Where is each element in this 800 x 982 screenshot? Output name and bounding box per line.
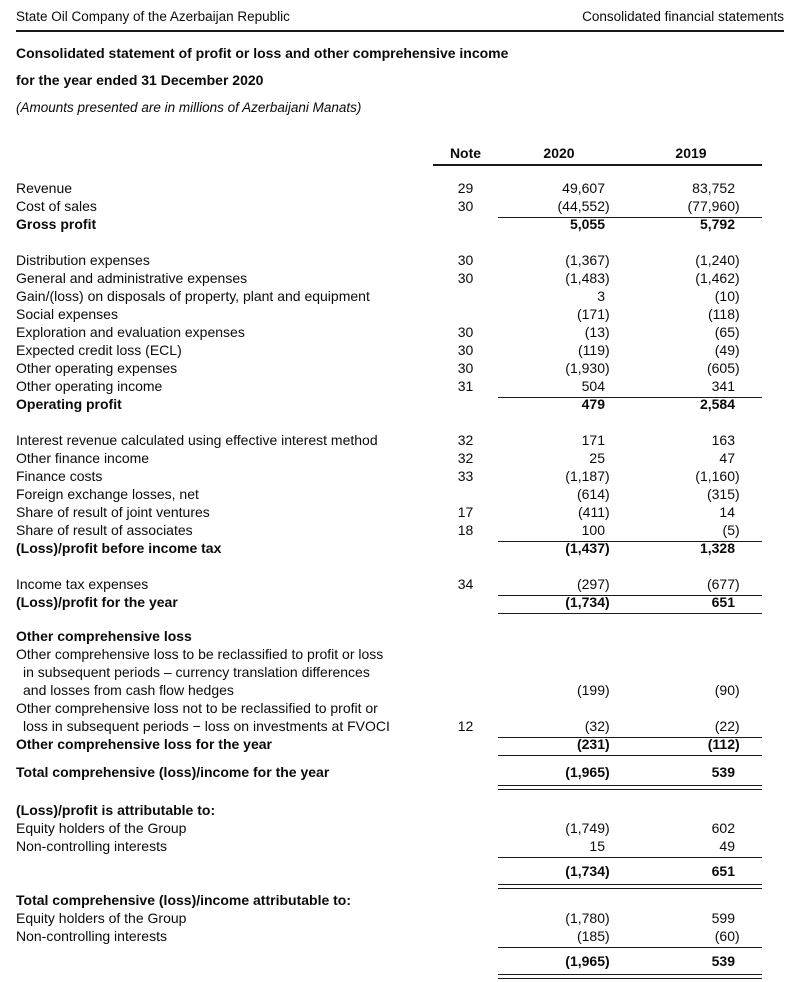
value-2020: 49,607 [562,180,605,196]
value-2019: (10 ) [714,288,740,304]
single-rule [498,755,762,756]
table-row [16,952,762,970]
value-2019: (605 ) [706,360,740,376]
value-2020: 171 [581,432,605,448]
note-reference: 17 [457,504,474,520]
value-2020: (13 ) [584,324,610,340]
value-2019: (118 ) [708,306,740,322]
value-2019: 341 [711,378,735,394]
row-label: Non-controlling interests [16,838,167,854]
row-label: Share of result of joint ventures [16,504,210,520]
row-label: Equity holders of the Group [16,820,187,836]
statement-title: Consolidated statement of profit or loss and other comprehensive income [16,45,509,61]
value-2020: (1,367 ) [565,252,610,268]
value-2020: (171 ) [576,306,610,322]
value-2019: 2,584 [699,396,735,412]
row-label [16,645,433,699]
note-reference: 12 [457,718,474,734]
note-reference: 29 [457,180,474,196]
units-note: (Amounts presented are in millions of Azerbaijani Manats) [16,100,362,115]
value-2020: (185 ) [576,928,610,944]
value-2019: 1,328 [699,540,735,556]
note-reference: 32 [457,450,474,466]
row-label: Equity holders of the Group [16,910,187,926]
value-2019: (1,160 ) [695,468,740,484]
value-2019: (49 ) [714,342,740,358]
double-rule [498,974,762,979]
table-row [16,763,762,781]
table-row [16,627,762,645]
note-column-header: Note [449,145,482,161]
table-row [16,431,762,449]
row-label: (Loss)/profit is attributable to: [16,802,216,818]
row-label: Operating profit [16,396,122,412]
value-2020: (1,780 ) [565,910,610,926]
table-row [16,269,762,287]
table-row [16,503,762,521]
table-row [16,539,762,557]
table-row [16,305,762,323]
value-2020: 100 [581,522,605,538]
table-row [16,341,762,359]
value-2019: (1,462 ) [695,270,740,286]
row-label: (Loss)/profit before income tax [16,540,222,556]
row-label: Distribution expenses [16,252,150,268]
value-2020: (231 ) [576,736,610,752]
value-2020: (297 ) [576,576,610,592]
double-rule [498,785,762,790]
value-2019: (77,960 ) [687,198,740,214]
row-label: Share of result of associates [16,522,193,538]
report-type: Consolidated financial statements [582,9,784,24]
value-2020: (1,965 ) [565,953,610,969]
row-label: Other comprehensive loss [16,628,192,644]
table-row [16,395,762,413]
value-2019: (65 ) [714,324,740,340]
row-label: Social expenses [16,306,118,322]
label-column-header [16,144,433,162]
value-2020: 504 [581,378,605,394]
value-2020: (199 ) [576,682,610,698]
row-label-line: in subsequent periods – currency translation differences [23,664,370,680]
value-2019: (677 ) [706,576,740,592]
row-label: General and administrative expenses [16,270,248,286]
note-reference: 32 [457,432,474,448]
row-spacer [16,557,762,575]
table-row [16,287,762,305]
row-label: Other operating expenses [16,360,178,376]
value-2019: 539 [711,953,735,969]
row-label-line: Other comprehensive loss not to be reclassified to profit or [16,700,378,716]
note-reference: 31 [457,378,474,394]
value-2019: 47 [719,450,735,466]
value-2020: (614 ) [576,486,610,502]
note-reference: 30 [457,324,474,340]
table-row [16,575,762,593]
value-2019: (60 ) [714,928,740,944]
row-label: Other comprehensive loss for the year [16,736,272,752]
table-row [16,735,762,753]
table-row [16,521,762,539]
row-label: Gross profit [16,216,97,232]
title-block [16,44,784,116]
table-row [16,593,762,611]
table-row [16,801,762,819]
row-label: Foreign exchange losses, net [16,486,199,502]
value-2019: 5,792 [699,216,735,232]
row-spacer [16,413,762,431]
value-2020: (1,965 ) [565,764,610,780]
value-2019: (5 ) [722,522,740,538]
note-reference: 30 [457,360,474,376]
value-2020: (1,930 ) [565,360,610,376]
note-reference: 30 [457,198,474,214]
value-2019: 163 [711,432,735,448]
value-2019: (22 ) [714,718,740,734]
table-row [16,645,762,699]
value-2019: 83,752 [692,180,735,196]
single-rule [498,857,762,858]
table-row [16,197,762,215]
table-row [16,467,762,485]
value-2019: 539 [711,764,735,780]
value-2019: 14 [719,504,735,520]
value-2019: 599 [711,910,735,926]
row-label: Other operating income [16,378,163,394]
row-label: Total comprehensive (loss)/income attributable to: [16,892,352,908]
table-body [16,179,762,970]
row-label: Expected credit loss (ECL) [16,342,182,358]
value-2020: (1,734 ) [565,594,610,610]
value-2019: (315 ) [706,486,740,502]
table-row [16,819,762,837]
year-2019-column-header: 2019 [675,145,707,161]
value-2020: (1,187 ) [565,468,610,484]
value-2020: (1,437 ) [565,540,610,556]
note-reference: 30 [457,342,474,358]
row-label: Interest revenue calculated using effective interest method [16,432,378,448]
single-rule [498,947,762,948]
statement-table [16,144,762,970]
value-2020: 479 [581,396,605,412]
value-2020: 25 [589,450,605,466]
column-header-row [16,144,762,162]
table-row [16,215,762,233]
value-2019: (1,240 ) [695,252,740,268]
value-2019: (112 ) [707,736,740,752]
row-label: Other finance income [16,450,150,466]
table-row [16,377,762,395]
table-row [16,251,762,269]
row-spacer [16,781,762,801]
value-2019: 602 [711,820,735,836]
value-2020: (119 ) [578,342,610,358]
value-2019: 651 [711,594,735,610]
row-label-line: loss in subsequent periods − loss on investments at FVOCI [23,718,390,734]
row-label: Income tax expenses [16,576,149,592]
value-2020: (1,483 ) [565,270,610,286]
row-label: Cost of sales [16,198,97,214]
value-2019: 49 [719,838,735,854]
value-2019: 651 [711,863,735,879]
row-label: Revenue [16,180,73,196]
row-label [16,699,433,735]
note-reference: 30 [457,252,474,268]
value-2020: (32 ) [584,718,610,734]
note-reference: 18 [457,522,474,538]
table-row [16,699,762,735]
row-label: (Loss)/profit for the year [16,594,178,610]
table-row [16,891,762,909]
row-label: Finance costs [16,468,103,484]
statement-period: for the year ended 31 December 2020 [16,72,264,88]
row-label: Total comprehensive (loss)/income for the year [16,764,330,780]
value-2020: 15 [589,838,605,854]
row-label-line: Other comprehensive loss to be reclassified to profit or loss [16,646,384,662]
row-label: Gain/(loss) on disposals of property, plant and equipment [16,288,370,304]
table-row [16,837,762,855]
table-row [16,485,762,503]
year-2020-column-header: 2020 [543,145,575,161]
value-2020: (1,749 ) [565,820,610,836]
company-name: State Oil Company of the Azerbaijan Republic [16,9,290,24]
row-label: Non-controlling interests [16,928,167,944]
table-row [16,359,762,377]
value-2020: (411 ) [578,504,610,520]
row-label-line: and losses from cash flow hedges [23,682,234,698]
table-row [16,927,762,945]
value-2020: (44,552 ) [557,198,610,214]
value-2020: 5,055 [569,216,605,232]
double-rule [498,884,762,889]
row-spacer [16,233,762,251]
value-2019: (90 ) [714,682,740,698]
table-row [16,449,762,467]
row-label: Exploration and evaluation expenses [16,324,245,340]
value-2020: 3 [597,288,605,304]
value-2020: (1,734 ) [565,863,610,879]
table-row [16,323,762,341]
note-reference: 30 [457,270,474,286]
running-header [16,0,784,32]
table-row [16,179,762,197]
table-row [16,862,762,880]
single-rule [498,613,762,614]
table-row [16,909,762,927]
note-reference: 34 [457,576,474,592]
header-gap [16,166,762,179]
note-reference: 33 [457,468,474,484]
